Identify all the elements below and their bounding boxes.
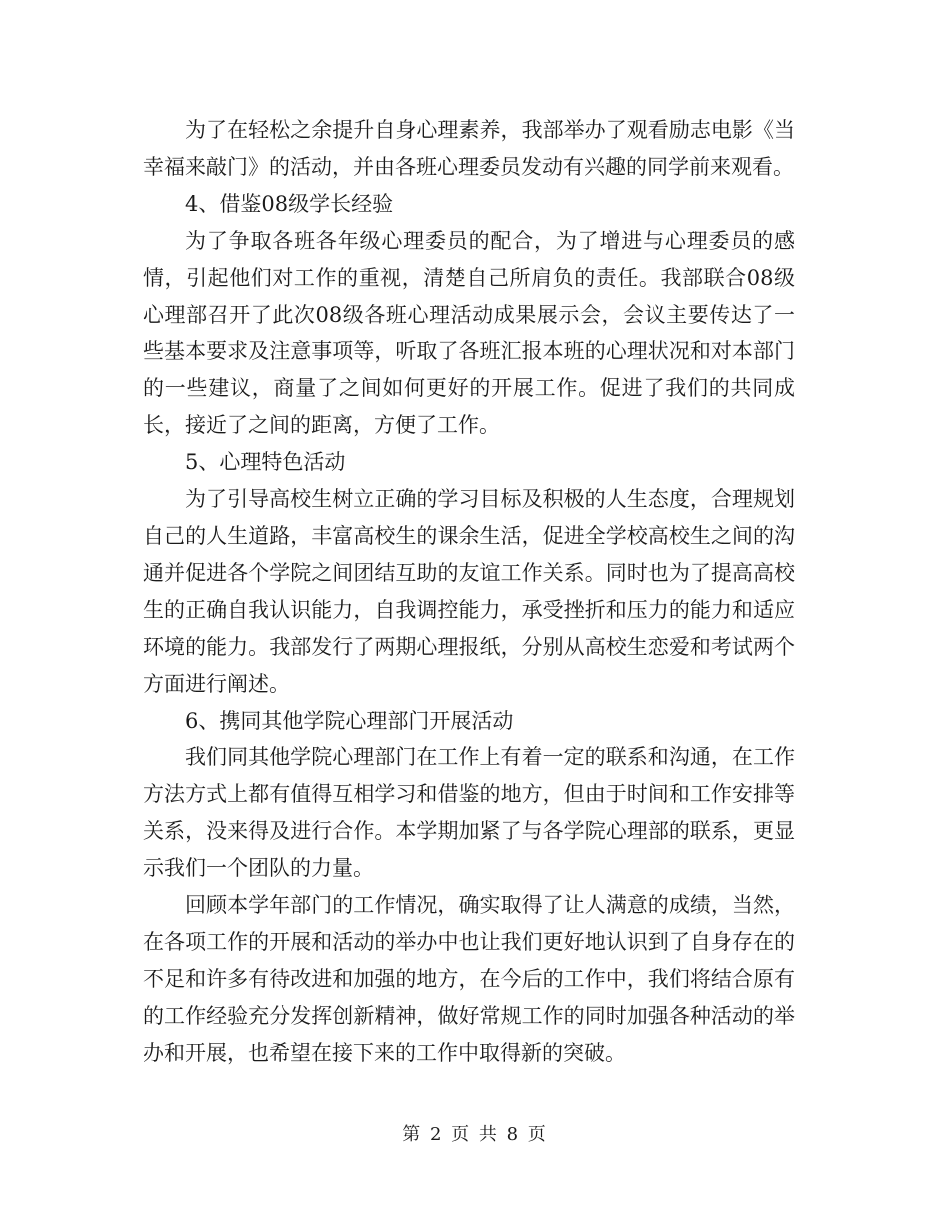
heading-featured-activity: 5、心理特色活动 bbox=[185, 450, 346, 475]
footer-suffix: 页 bbox=[527, 1124, 548, 1145]
paragraph-senior-experience: 为了争取各班各年级心理委员的配合，为了增进与心理委员的感情，引起他们对工作的重视，清楚自己所肩负的责任。我部联合08级心理部召开了此次08级各班心理活动成果展示会，会议主要传达了一些基本要求及注意事项等，听取了各班汇报本班的心理状况和对本部门的一些建议，商量了之间如何更好的开展工作。促进了我们的共同成长，接近了之间的距离，方便了工作。 bbox=[143, 228, 795, 438]
footer-prefix: 第 bbox=[402, 1124, 423, 1145]
paragraph-featured-activity: 为了引导高校生树立正确的学习目标及积极的人生态度，合理规划自己的人生道路，丰富高校生的课余生活，促进全学校高校生之间的沟通并促进各个学院之间团结互助的友谊工作关系。同时也为了提高高校生的正确自我认识能力，自我调控能力，承受挫折和压力的能力和适应环境的能力。我部发行了两期心理报纸，分别从高校生恋爱和考试两个方面进行阐述。 bbox=[143, 487, 795, 696]
heading-senior-experience: 4、借鉴08级学长经验 bbox=[185, 191, 394, 216]
footer-current-page: 2 bbox=[429, 1124, 444, 1145]
page-footer bbox=[0, 1120, 950, 1146]
paragraph-review: 回顾本学年部门的工作情况，确实取得了让人满意的成绩，当然，在各项工作的开展和活动的举办中也让我们更好地认识到了自身存在的不足和许多有待改进和加强的地方，在今后的工作中，我们将结合原有的工作经验充分发挥创新精神，做好常规工作的同时加强各种活动的举办和开展，也希望在接下来的工作中取得新的突破。 bbox=[143, 893, 795, 1065]
document-body bbox=[143, 112, 795, 1072]
paragraph-movie-activity: 为了在轻松之余提升自身心理素养，我部举办了观看励志电影《当幸福来敲门》的活动，并由各班心理委员发动有兴趣的同学前来观看。 bbox=[143, 118, 795, 179]
paragraph-joint-activity: 我们同其他学院心理部门在工作上有着一定的联系和沟通，在工作方法方式上都有值得互相学习和借鉴的地方，但由于时间和工作安排等关系，没来得及进行合作。本学期加紧了与各学院心理部的联系，更显示我们一个团队的力量。 bbox=[143, 745, 795, 881]
footer-middle: 页 共 bbox=[451, 1124, 499, 1145]
footer-total-pages: 8 bbox=[506, 1124, 521, 1145]
heading-joint-activity: 6、携同其他学院心理部门开展活动 bbox=[185, 708, 514, 733]
